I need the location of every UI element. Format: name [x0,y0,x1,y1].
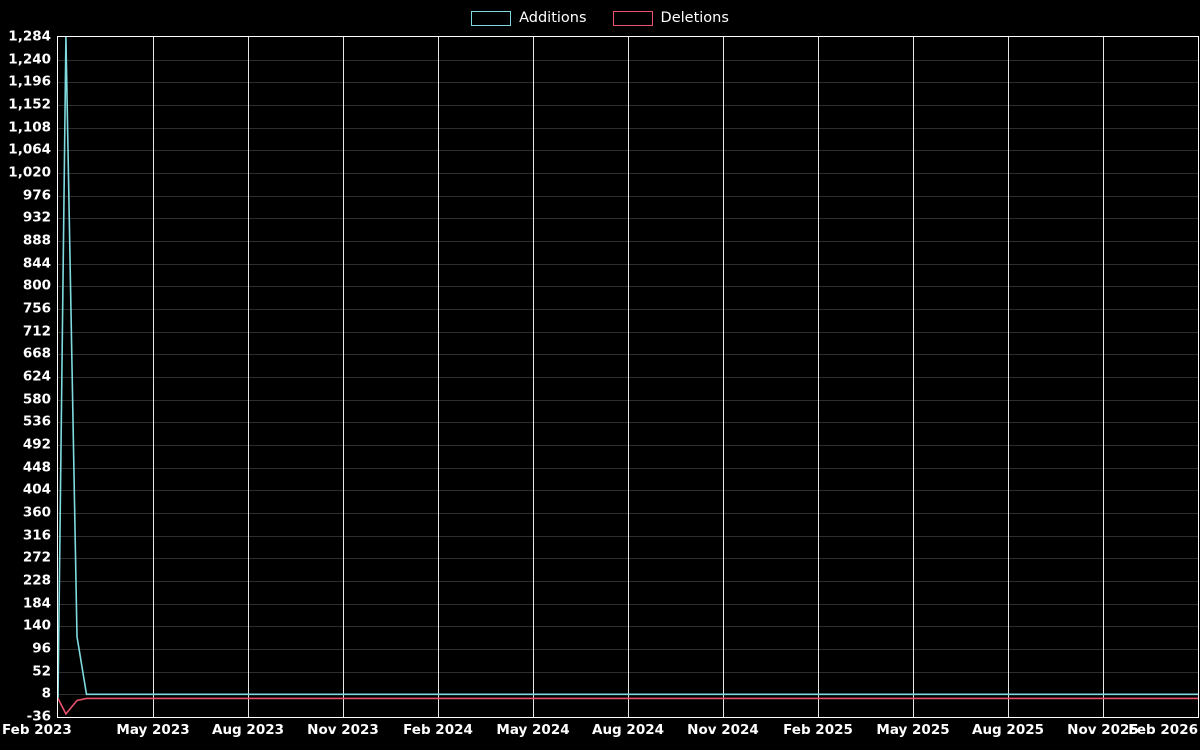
legend-item-deletions[interactable] [613,11,729,26]
y-axis-tick-label: 96 [32,640,51,657]
y-axis-tick-label: 1,196 [8,73,51,90]
x-axis-tick-label: May 2025 [876,722,950,738]
y-axis-tick-label: 976 [22,186,51,203]
x-axis-tick-label: May 2024 [496,722,570,738]
x-axis-tick-label: Aug 2024 [592,722,664,738]
legend-label-deletions: Deletions [660,9,729,26]
x-axis-tick-label: Nov 2024 [687,722,759,738]
plot-area [57,36,1199,718]
y-axis-tick-label: 404 [22,481,51,498]
x-axis-tick-label: Aug 2023 [212,722,284,738]
y-axis-tick-label: 228 [22,572,51,589]
legend-swatch-additions [471,11,511,26]
y-axis-tick-label: 580 [22,390,51,407]
legend-swatch-deletions [613,11,653,26]
y-axis-tick-label: 52 [32,662,51,679]
legend-item-additions[interactable] [471,11,586,26]
y-axis-tick-label: 448 [22,458,51,475]
x-axis-tick-label: Nov 2023 [307,722,379,738]
y-axis-tick-label: 624 [22,368,51,385]
x-axis-tick-label: May 2023 [116,722,190,738]
y-axis-tick-label: 756 [22,300,51,317]
y-axis-tick-label: 316 [22,526,51,543]
x-axis-tick-label: Aug 2025 [972,722,1044,738]
y-axis-tick-label: 1,240 [8,50,51,67]
y-axis-tick-label: 1,020 [8,164,51,181]
y-axis-tick-label: 712 [22,322,51,339]
y-axis-tick-label: 1,108 [8,118,51,135]
x-axis-tick-label: Feb 2023 [2,722,72,738]
y-axis-tick-label: 844 [22,254,51,271]
y-axis-tick-label: 492 [22,436,51,453]
series-line-deletions [58,698,1198,713]
y-axis-tick-label: 184 [22,594,51,611]
y-axis-tick-label: 360 [22,504,51,521]
gridline-horizontal [58,717,1198,718]
series-line-additions [58,37,1198,698]
y-axis-tick-label: 800 [22,277,51,294]
y-axis-tick-label: 1,064 [8,141,51,158]
y-axis-tick-label: 8 [41,685,51,702]
y-axis-tick-label: 888 [22,232,51,249]
y-axis-tick-label: 1,152 [8,96,51,113]
x-axis-tick-label: Feb 2024 [403,722,473,738]
y-axis-tick-label: 536 [22,413,51,430]
y-axis-tick-label: 1,284 [8,28,51,45]
y-axis-tick-label: 668 [22,345,51,362]
x-axis-tick-label: Nov 2025 [1067,722,1139,738]
x-axis-tick-label: Feb 2025 [783,722,853,738]
x-axis-tick-label: Feb 2026 [1128,722,1198,738]
legend-label-additions: Additions [519,9,587,26]
series-lines [58,37,1198,717]
y-axis-tick-label: 140 [22,617,51,634]
chart-legend [0,6,1200,30]
y-axis-tick-label: -36 [26,708,51,725]
y-axis-tick-label: 932 [22,209,51,226]
y-axis-tick-label: 272 [22,549,51,566]
